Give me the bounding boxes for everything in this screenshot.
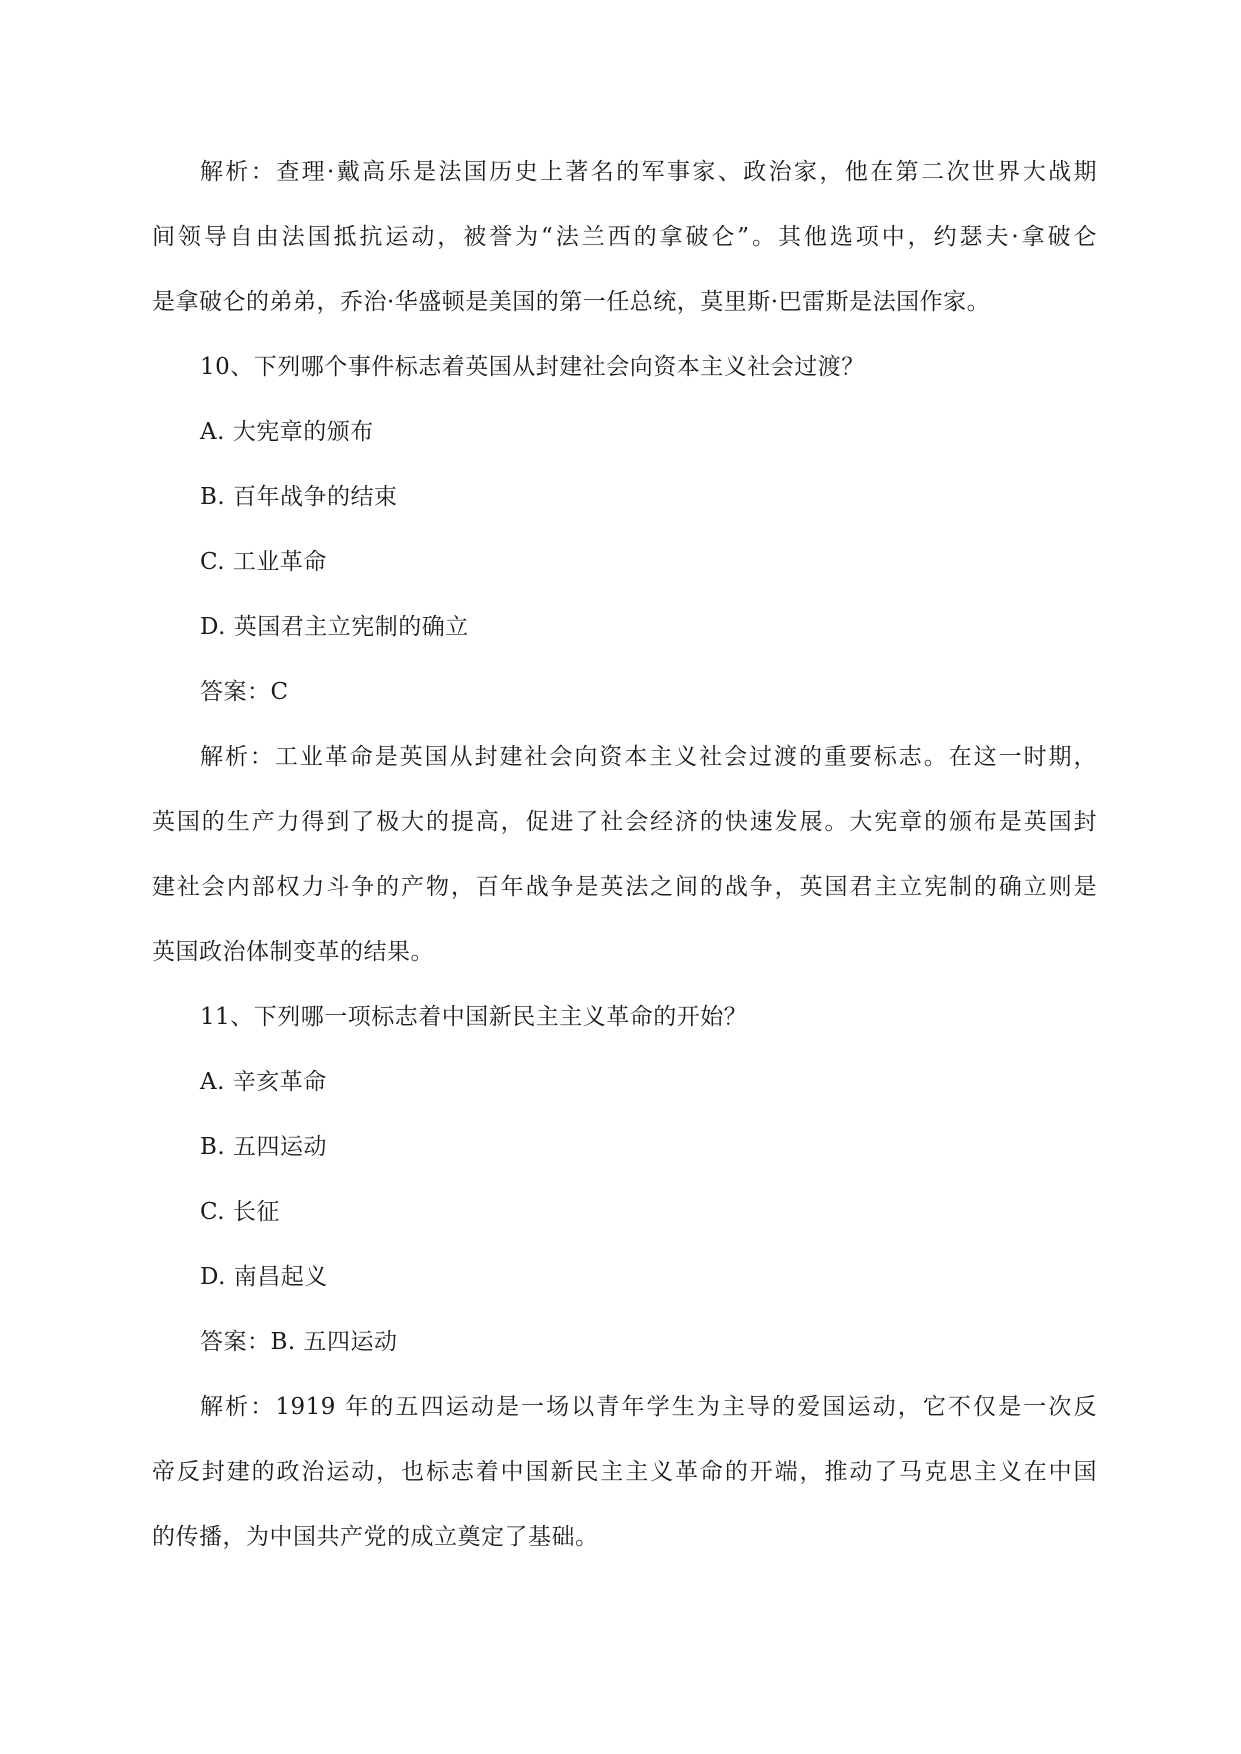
option-c: C. 工业革命 <box>200 549 327 575</box>
analysis-line: 解析：查理·戴高乐是法国历史上著名的军事家、政治家，他在第二次世界大战期 <box>200 159 1097 185</box>
analysis-line: 解析：1919 年的五四运动是一场以青年学生为主导的爱国运动，它不仅是一次反 <box>200 1394 1097 1420</box>
analysis-line: 解析：工业革命是英国从封建社会向资本主义社会过渡的重要标志。在这一时期， <box>200 744 1097 770</box>
option-b: B. 百年战争的结束 <box>200 484 398 510</box>
analysis-line: 帝反封建的政治运动，也标志着中国新民主主义革命的开端，推动了马克思主义在中国 <box>152 1459 1097 1485</box>
analysis-line: 英国的生产力得到了极大的提高，促进了社会经济的快速发展。大宪章的颁布是英国封 <box>152 809 1097 835</box>
document-page <box>152 140 1097 1570</box>
analysis-line: 间领导自由法国抵抗运动，被誉为“法兰西的拿破仑”。其他选项中，约瑟夫·拿破仑 <box>152 224 1097 250</box>
option-d: D. 英国君主立宪制的确立 <box>200 614 469 640</box>
option-c: C. 长征 <box>200 1199 280 1225</box>
option-d: D. 南昌起义 <box>200 1264 328 1290</box>
analysis-line: 是拿破仑的弟弟，乔治·华盛顿是美国的第一任总统，莫里斯·巴雷斯是法国作家。 <box>152 289 991 315</box>
option-a: A. 辛亥革命 <box>200 1069 327 1095</box>
analysis-line: 英国政治体制变革的结果。 <box>152 939 434 965</box>
question-11: 11、下列哪一项标志着中国新民主主义革命的开始？ <box>200 1004 748 1030</box>
option-a: A. 大宪章的颁布 <box>200 419 374 445</box>
question-10: 10、下列哪个事件标志着英国从封建社会向资本主义社会过渡？ <box>200 354 865 380</box>
answer: 答案：C <box>200 679 289 705</box>
analysis-line: 建社会内部权力斗争的产物，百年战争是英法之间的战争，英国君主立宪制的确立则是 <box>152 874 1097 900</box>
answer: 答案：B. 五四运动 <box>200 1329 398 1355</box>
analysis-line: 的传播，为中国共产党的成立奠定了基础。 <box>152 1524 599 1550</box>
option-b: B. 五四运动 <box>200 1134 328 1160</box>
